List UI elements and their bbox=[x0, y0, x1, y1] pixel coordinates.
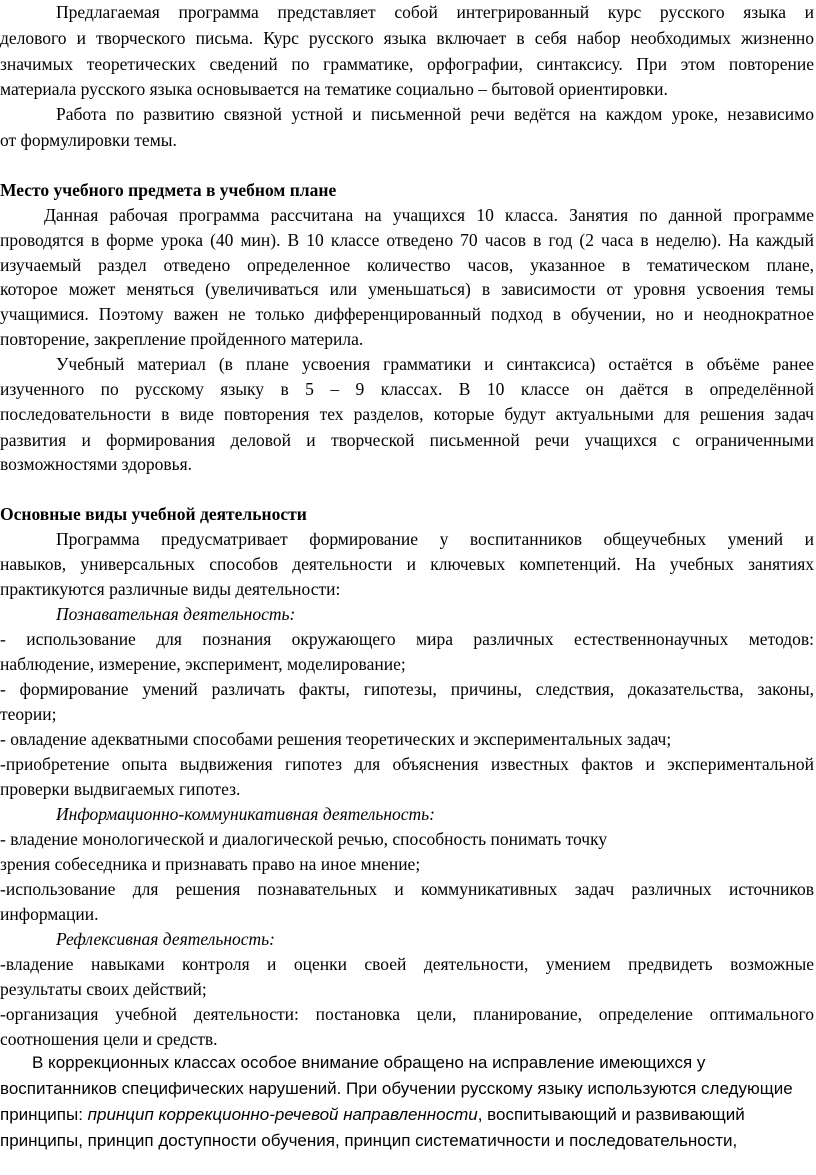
paragraph-line: возможностями здоровья. bbox=[0, 454, 193, 474]
list-item: информации. bbox=[0, 904, 99, 924]
list-item: -организация учебной деятельности: постановка цели, планирование, определение оптимального bbox=[0, 1004, 814, 1024]
paragraph-line: Программа предусматривает формирование у воспитанников общеучебных умений и bbox=[56, 529, 814, 549]
paragraph-line: делового и творческого письма. Курс русского языка включает в себя набор необходимых жизненно bbox=[0, 28, 814, 48]
paragraph-line: Данная рабочая программа рассчитана на учащихся 10 класса. Занятия по данной программе bbox=[44, 205, 814, 225]
paragraph-line: В коррекционных классах особое внимание обращено на исправление имеющихся у bbox=[32, 1053, 706, 1072]
section-heading: Основные виды учебной деятельности bbox=[0, 504, 307, 524]
subheading-reflexive: Рефлексивная деятельность: bbox=[56, 929, 275, 949]
list-item: проверки выдвигаемых гипотез. bbox=[0, 779, 241, 799]
paragraph-line: от формулировки темы. bbox=[0, 130, 177, 150]
emphasized-principle: принцип коррекционно-речевой направленности bbox=[87, 1105, 478, 1124]
list-item: -использование для решения познавательных и коммуникативных задач различных источников bbox=[0, 879, 814, 899]
subheading-cognitive: Познавательная деятельность: bbox=[56, 604, 296, 624]
paragraph-line: воспитанников специфических нарушений. При обучении русскому языку используются следующие bbox=[0, 1079, 793, 1098]
list-item: - использование для познания окружающего мира различных естественнонаучных методов: bbox=[0, 629, 814, 649]
paragraph-line: развития и формирования деловой и творческой письменной речи учащихся с ограниченными bbox=[0, 430, 814, 450]
paragraph-line: повторение, закрепление пройденного материла. bbox=[0, 329, 364, 349]
paragraph-line: навыков, универсальных способов деятельности и ключевых компетенций. На учебных занятиях bbox=[0, 554, 814, 574]
paragraph-line: проводятся в форме урока (40 мин). В 10 классе отведено 70 часов в год (2 часа в неделю). На каждый bbox=[0, 230, 814, 250]
paragraph-line: материала русского языка основывается на тематике социально – бытовой ориентировки. bbox=[0, 79, 668, 99]
list-item: зрения собеседника и признавать право на иное мнение; bbox=[0, 854, 421, 874]
list-item: - формирование умений различать факты, гипотезы, причины, следствия, доказательства, законы, bbox=[0, 679, 814, 699]
paragraph-line: изучаемый раздел отведено определенное количество часов, указанное в тематическом плане, bbox=[0, 255, 814, 275]
paragraph-line: изученного по русскому языку в 5 – 9 классах. В 10 классе он даётся в определённой bbox=[0, 379, 814, 399]
list-item: соотношения цели и средств. bbox=[0, 1029, 218, 1049]
list-item: наблюдение, измерение, эксперимент, моделирование; bbox=[0, 654, 406, 674]
text-run: принципы: bbox=[0, 1105, 88, 1124]
paragraph-line bbox=[0, 1102, 814, 1128]
paragraph-line: практикуются различные виды деятельности: bbox=[0, 579, 341, 599]
list-item: теории; bbox=[0, 704, 57, 724]
paragraph-line: Учебный материал (в плане усвоения грамматики и синтаксиса) остаётся в объёме ранее bbox=[56, 354, 814, 374]
paragraph-line: которое может меняться (увеличиваться или уменьшаться) в зависимости от уровня усвоения темы bbox=[0, 279, 814, 299]
paragraph-line: Предлагаемая программа представляет собой интегрированный курс русского языка и bbox=[56, 2, 814, 22]
list-item: - овладение адекватными способами решения теоретических и экспериментальных задач; bbox=[0, 729, 672, 749]
list-item: -приобретение опыта выдвижения гипотез для объяснения известных фактов и экспериментальной bbox=[0, 754, 814, 774]
paragraph-line: принципы, принцип доступности обучения, принцип систематичности и последовательности, bbox=[0, 1131, 738, 1150]
paragraph-line: последовательности в виде повторения тех разделов, которые будут актуальными для решения задач bbox=[0, 404, 814, 424]
paragraph-line: значимых теоретических сведений по грамматике, орфографии, синтаксису. При этом повторение bbox=[0, 54, 814, 74]
section-heading: Место учебного предмета в учебном плане bbox=[0, 180, 337, 200]
list-item: - владение монологической и диалогической речью, способность понимать точку bbox=[0, 829, 608, 849]
text-run: , воспитывающий и развивающий bbox=[477, 1105, 745, 1124]
paragraph-line: учащимися. Поэтому важен не только дифференцированный подход в обучении, но и неоднократное bbox=[0, 304, 814, 324]
paragraph-line: Работа по развитию связной устной и письменной речи ведётся на каждом уроке, независимо bbox=[56, 104, 814, 124]
list-item: результаты своих действий; bbox=[0, 979, 207, 999]
list-item: -владение навыками контроля и оценки своей деятельности, умением предвидеть возможные bbox=[0, 954, 814, 974]
subheading-communicative: Информационно-коммуникативная деятельность: bbox=[56, 804, 435, 824]
